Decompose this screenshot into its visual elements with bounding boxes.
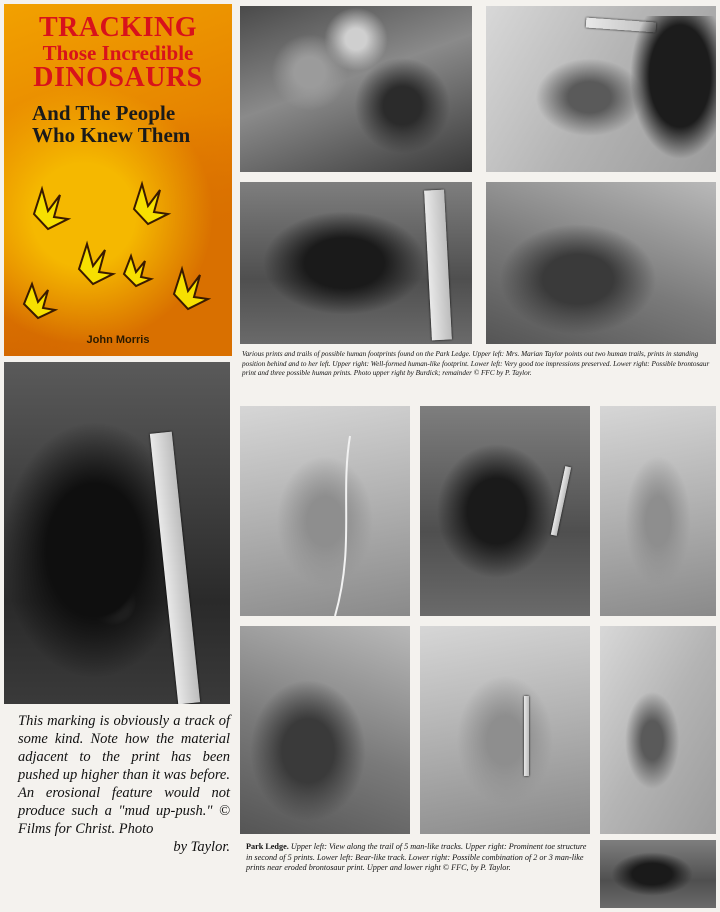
pencil xyxy=(551,466,571,536)
photo-upper-left xyxy=(240,6,472,172)
dino-track-icon xyxy=(79,244,113,284)
cover-title xyxy=(4,14,232,93)
caption-bottom-lead: Park Ledge. xyxy=(246,842,289,851)
photo-park-upper-mid xyxy=(420,406,590,616)
cover-title-line2: Those Incredible xyxy=(42,40,194,65)
caption-left-credit: by Taylor. xyxy=(173,839,230,855)
photo-park-lower-left xyxy=(240,626,410,834)
photo-park-upper-right xyxy=(600,406,716,616)
dino-track-icon xyxy=(134,184,168,224)
dinosaur-tracks-illustration xyxy=(4,174,232,334)
caption-left xyxy=(18,712,230,856)
caption-top: Various prints and trails of possible human footprints found on the Park Ledge. Upper left: Mrs. Marian Taylor points out two human trails, prints in standing position behind and to her left. Upper right: Well-formed human-like footprint. Lower left: Very good toe impressions preserved. Lower right: Possible brontosaur print and three possible human prints. Photo upper right by Burdick; remainder © FFC by P. Taylor. xyxy=(242,350,710,378)
photo-park-lower-right xyxy=(600,626,716,834)
cover-subtitle: And The People Who Knew Them xyxy=(32,101,191,148)
photo-upper-right xyxy=(486,6,716,172)
photo-park-bottom-right xyxy=(600,840,716,908)
cover-title-line1: TRACKING xyxy=(38,12,197,43)
caption-left-text: This marking is obviously a track of some kind. Note how the material adjacent to the print has been pushed up higher than it was before. An erosional feature would not produce such a "mud up-push." © Films for Christ. Photo xyxy=(18,713,230,837)
photo-park-upper-left xyxy=(240,406,410,616)
pencil xyxy=(524,696,529,776)
dino-track-icon xyxy=(124,256,151,286)
person-figure xyxy=(626,16,716,166)
dino-track-icon xyxy=(24,284,55,318)
caption-bottom-text: Upper left: View along the trail of 5 man-like tracks. Upper right: Prominent toe structure in second of 5 prints. Lower left: Bear-like track. Lower right: Possible combination of 2 or 3 man-like prints near eroded brontosaur print. Upper and lower right © FFC, by P. Taylor. xyxy=(246,842,587,873)
trail-line xyxy=(240,406,410,616)
photo-lower-right xyxy=(486,182,716,344)
photo-lower-left xyxy=(240,182,472,344)
book-cover xyxy=(4,4,232,356)
cover-author: John Morris xyxy=(86,334,150,346)
caption-bottom xyxy=(246,842,594,874)
photo-large-track xyxy=(4,362,230,704)
ruler xyxy=(424,190,452,341)
dino-track-icon xyxy=(34,189,68,229)
cover-title-line3: DINOSAURS xyxy=(33,61,203,93)
photo-park-lower-mid xyxy=(420,626,590,834)
ruler xyxy=(150,432,200,704)
dino-track-icon xyxy=(174,269,208,309)
